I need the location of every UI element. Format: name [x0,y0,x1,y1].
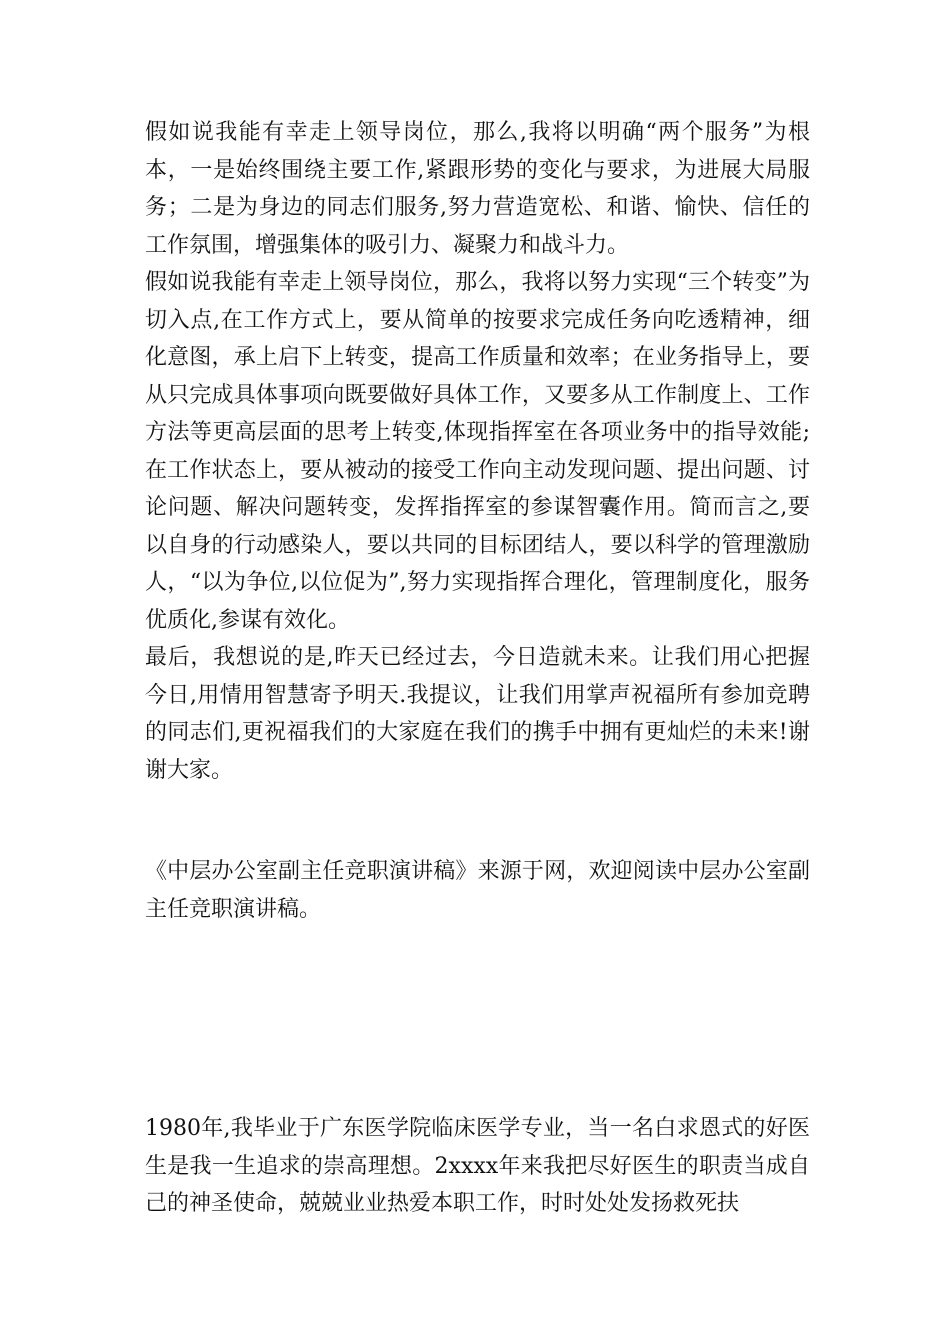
next-article-block [145,1110,810,1223]
next-article-excerpt: 1980年,我毕业于广东医学院临床医学专业，当一名白求恩式的好医生是我一生追求的崇高理想。2xxxx年来我把尽好医生的职责当成自己的神圣使命，兢兢业业热爱本职工作，时时处处发扬救死扶 [145,1116,810,1216]
speech-body [145,114,810,789]
paragraph-three-transformations: 假如说我能有幸走上领导岗位，那么，我将以努力实现“三个转变”为切入点,在工作方式上，要从简单的按要求完成任务向吃透精神，细化意图，承上启下上转变，提高工作质量和效率；在业务指导上，要从只完成具体事项向既要做好具体工作，又要多从工作制度上、工作方法等更高层面的思考上转变,体现指挥室在各项业务中的指导效能;在工作状态上，要从被动的接受工作向主动发现问题、提出问题、讨论问题、解决问题转变，发挥指挥室的参谋智囊作用。简而言之,要以自身的行动感染人，要以共同的目标团结人，要以科学的管理激励人，“以为争位,以位促为”,努力实现指挥合理化，管理制度化，服务优质化,参谋有效化。 [145,270,810,633]
paragraph-closing: 最后，我想说的是,昨天已经过去，今日造就未来。让我们用心把握今日,用情用智慧寄予明天.我提议，让我们用掌声祝福所有参加竞聘的同志们,更祝福我们的大家庭在我们的携手中拥有更灿烂的未来!谢谢大家。 [145,645,810,783]
source-note-block [145,853,810,928]
paragraph-two-services: 假如说我能有幸走上领导岗位，那么,我将以明确“两个服务”为根本，一是始终围绕主要工作,紧跟形势的变化与要求，为进展大局服务；二是为身边的同志们服务,努力营造宽松、和谐、愉快、信任的工作氛围，增强集体的吸引力、凝聚力和战斗力。 [145,120,810,258]
source-note: 《中层办公室副主任竞职演讲稿》来源于网，欢迎阅读中层办公室副主任竞职演讲稿。 [145,859,810,922]
